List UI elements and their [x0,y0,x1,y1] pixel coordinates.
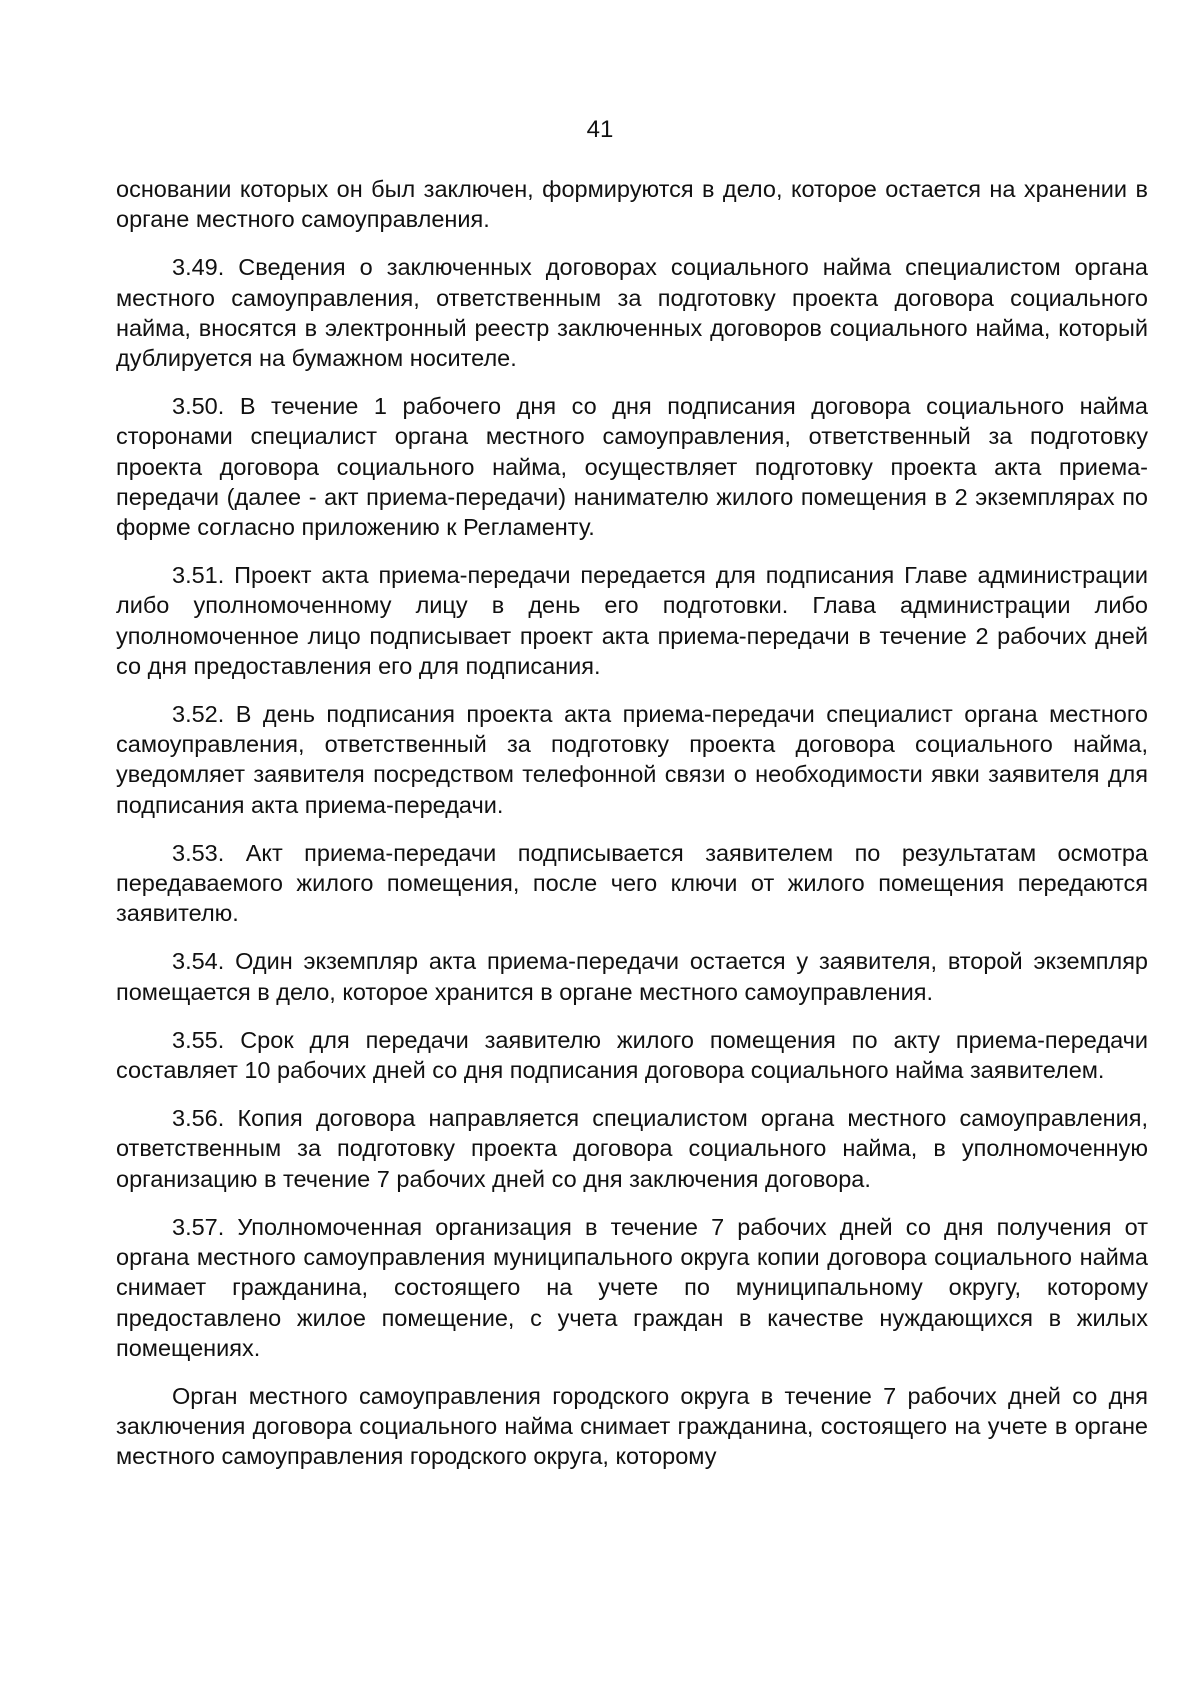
paragraph-3-57: 3.57. Уполномоченная организация в течение 7 рабочих дней со дня получения от органа местного самоуправления муниципального округа копии договора социального найма снимает гражданина, состоящего на учете по муниципальному округу, которому предоставлено жилое помещение, с учета граждан в качестве нуждающихся в жилых помещениях. [116,1213,1148,1361]
paragraph-3-55: 3.55. Срок для передачи заявителю жилого помещения по акту приема-передачи составляет 10 рабочих дней со дня подписания договора социального найма заявителем. [116,1026,1148,1084]
paragraph-3-54: 3.54. Один экземпляр акта приема-передачи остается у заявителя, второй экземпляр помещается в дело, которое хранится в органе местного самоуправления. [116,948,1148,1005]
paragraph-3-52: 3.52. В день подписания проекта акта приема-передачи специалист органа местного самоуправления, ответственный за подготовку проекта договора социального найма, уведомляет заявителя посредством телефонной связи о необходимости явки заявителя для подписания акта приема-передачи. [116,701,1148,818]
paragraph-3-49: 3.49. Сведения о заключенных договорах социального найма специалистом органа местного самоуправления, ответственным за подготовку проекта договора социального найма, вносятся в электронный реестр заключенных договоров социального найма, который дублируется на бумажном носителе. [116,254,1148,372]
paragraph-3-53: 3.53. Акт приема-передачи подписывается заявителем по результатам осмотра передаваемого жилого помещения, после чего ключи от жилого помещения передаются заявителю. [116,839,1148,927]
paragraph-3-56: 3.56. Копия договора направляется специалистом органа местного самоуправления, ответственным за подготовку проекта договора социального найма, в уполномоченную организацию в течение 7 рабочих дней со дня заключения договора. [116,1105,1148,1192]
page-number: 41 [586,116,614,143]
paragraph-3-51: 3.51. Проект акта приема-передачи передается для подписания Главе администрации либо уполномоченному лицу в день его подготовки. Глава администрации либо уполномоченное лицо подписывает проект акта приема-передачи в течение 2 рабочих дней со дня предоставления его для подписания. [116,562,1148,679]
paragraph-city-district: Орган местного самоуправления городского округа в течение 7 рабочих дней со дня заключения договора социального найма снимает гражданина, состоящего на учете в органе местного самоуправления городского округа, которому [116,1382,1148,1470]
paragraph-continuation: основании которых он был заключен, формируются в дело, которое остается на хранении в органе местного самоуправления. [116,176,1148,233]
document-body [116,174,1148,1490]
paragraph-3-50: 3.50. В течение 1 рабочего дня со дня подписания договора социального найма сторонами специалист органа местного самоуправления, ответственный за подготовку проекта договора социального найма, осуществляет подготовку проекта акта приема-передачи (далее - акт приема-передачи) нанимателю жилого помещения в 2 экземплярах по форме согласно приложению к Регламенту. [116,393,1148,541]
